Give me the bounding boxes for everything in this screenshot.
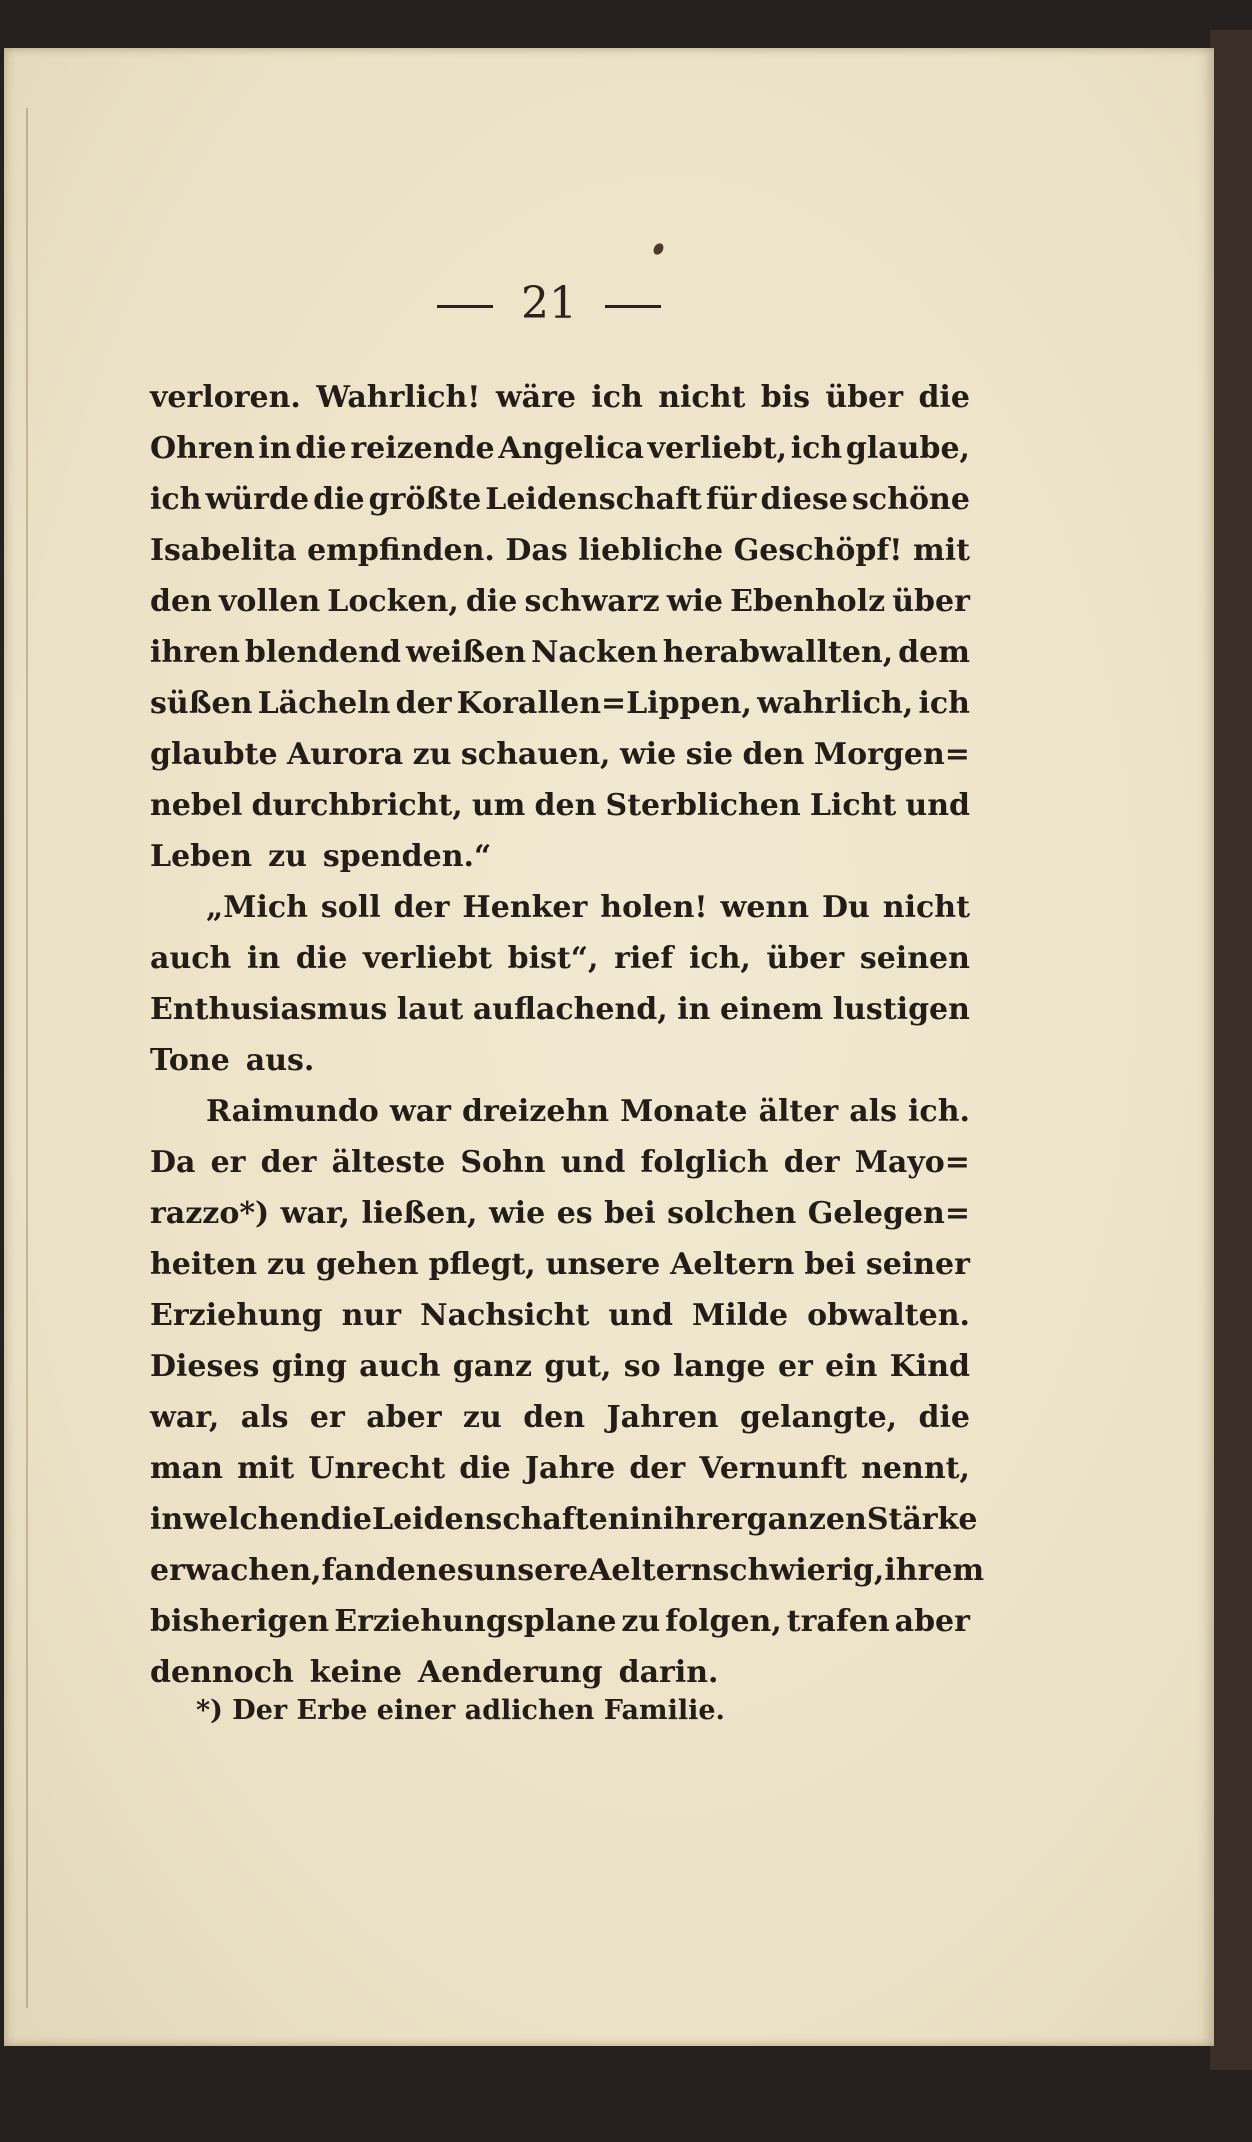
text-line — [150, 1239, 970, 1290]
word: ihrem — [884, 1553, 985, 1588]
text-line — [150, 678, 970, 729]
word: rief — [614, 941, 674, 976]
word: gelangte, — [740, 1400, 898, 1435]
header-dash-right — [605, 305, 661, 308]
word: den — [534, 788, 597, 823]
word: die — [295, 431, 347, 466]
word: Sterblichen — [605, 788, 801, 823]
word: Aeltern — [670, 1247, 795, 1282]
word: trafen — [786, 1604, 890, 1639]
word: die — [459, 1451, 511, 1486]
word: schöne — [852, 482, 970, 517]
word: gehen — [315, 1247, 419, 1282]
text-line — [150, 1443, 970, 1494]
word: Jahre — [524, 1451, 616, 1486]
word: aber — [894, 1604, 970, 1639]
word: unsere — [545, 1247, 661, 1282]
word: verliebt, — [647, 431, 788, 466]
ink-speck — [652, 242, 666, 257]
word: wenn — [720, 890, 810, 925]
word: Enthusiasmus — [150, 992, 388, 1027]
text-line — [150, 627, 970, 678]
word: Aeltern — [588, 1553, 713, 1588]
word: nicht — [882, 890, 970, 925]
word: ein — [825, 1349, 878, 1384]
word: Lächeln — [257, 686, 391, 721]
word: der — [395, 686, 452, 721]
text-line — [150, 1086, 970, 1137]
word: ging — [271, 1349, 347, 1384]
word: der — [260, 1145, 317, 1180]
word: Korallen=Lippen, — [456, 686, 752, 721]
word: Unrecht — [308, 1451, 446, 1486]
text-line — [150, 984, 970, 1035]
word: wie — [488, 1196, 546, 1231]
word: auch — [150, 941, 232, 976]
text-line — [150, 1290, 970, 1341]
word: aber — [366, 1400, 442, 1435]
text-line — [150, 882, 970, 933]
word: die — [295, 941, 348, 976]
word: Aenderung — [417, 1655, 603, 1690]
text-line — [150, 831, 970, 882]
word: keine — [309, 1655, 402, 1690]
word: größte — [368, 482, 482, 517]
word: Raimundo — [206, 1094, 379, 1129]
word: Angelica — [498, 431, 644, 466]
text-line — [150, 1494, 978, 1545]
text-line — [150, 729, 970, 780]
word: Erziehung — [150, 1298, 323, 1333]
word: Nacken — [531, 635, 658, 670]
word: ich — [591, 380, 643, 415]
word: Sohn — [460, 1145, 546, 1180]
word: süßen — [150, 686, 253, 721]
word: zu — [267, 1247, 306, 1282]
word: erwachen, — [150, 1553, 322, 1588]
word: die — [313, 482, 365, 517]
word: es — [437, 1553, 474, 1588]
word: reizende — [350, 431, 495, 466]
word: er — [309, 1400, 345, 1435]
word: aus. — [245, 1043, 315, 1078]
word: seinen — [859, 941, 970, 976]
word: liebliche — [578, 533, 724, 568]
text-line — [150, 1137, 970, 1188]
word: Morgen= — [813, 737, 970, 772]
text-line — [150, 525, 970, 576]
word: ich — [150, 482, 202, 517]
word: ließen, — [361, 1196, 478, 1231]
word: er — [777, 1349, 813, 1384]
text-line — [150, 1035, 970, 1086]
word: bei — [804, 1247, 856, 1282]
word: Geschöpf! — [733, 533, 903, 568]
text-line — [150, 576, 970, 627]
word: wie — [666, 584, 723, 619]
word: und — [608, 1298, 673, 1333]
word: mit — [913, 533, 970, 568]
word: seiner — [865, 1247, 970, 1282]
word: diese — [760, 482, 848, 517]
footnote: *) Der Erbe einer adlichen Familie. — [196, 1695, 725, 1726]
word: soll — [320, 890, 381, 925]
word: pflegt, — [428, 1247, 536, 1282]
word: über — [825, 380, 904, 415]
word: Stärke — [866, 1502, 978, 1537]
word: Monate — [620, 1094, 748, 1129]
word: herabwallten, — [662, 635, 894, 670]
word: verliebt — [362, 941, 492, 976]
word: ganz — [452, 1349, 533, 1384]
word: Milde — [692, 1298, 789, 1333]
word: gut, — [544, 1349, 612, 1384]
word: würde — [205, 482, 310, 517]
word: man — [150, 1451, 223, 1486]
word: schwierig, — [712, 1553, 885, 1588]
word: die — [918, 1400, 970, 1435]
word: ich. — [908, 1094, 970, 1129]
word: den — [150, 584, 212, 619]
word: Leben — [150, 839, 253, 874]
word: Da — [150, 1145, 196, 1180]
gutter-line — [26, 108, 28, 2008]
word: Dieses — [150, 1349, 260, 1384]
word: folgen, — [665, 1604, 782, 1639]
word: folglich — [640, 1145, 769, 1180]
word: glaubte — [150, 737, 278, 772]
word: weißen — [406, 635, 527, 670]
word: wäre — [495, 380, 576, 415]
word: Henker — [462, 890, 588, 925]
text-line — [150, 423, 970, 474]
word: bei — [604, 1196, 656, 1231]
word: er — [210, 1145, 246, 1180]
word: auflachend, — [472, 992, 668, 1027]
word: darin. — [618, 1655, 719, 1690]
word: es — [556, 1196, 593, 1231]
word: bis — [760, 380, 811, 415]
word: Aurora — [287, 737, 404, 772]
word: ihrer — [662, 1502, 747, 1537]
word: empfinden. — [307, 533, 495, 568]
word: Leidenschaft — [485, 482, 702, 517]
word: Licht — [809, 788, 897, 823]
word: wie — [619, 737, 677, 772]
text-line — [150, 1341, 970, 1392]
word: zu — [621, 1604, 661, 1639]
word: Erziehungsplane — [334, 1604, 617, 1639]
word: Kind — [889, 1349, 970, 1384]
word: Ohren — [150, 431, 255, 466]
word: sie — [685, 737, 734, 772]
word: dennoch — [150, 1655, 294, 1690]
word: so — [623, 1349, 661, 1384]
word: spenden.“ — [322, 839, 492, 874]
word: älter — [758, 1094, 839, 1129]
word: und — [560, 1145, 626, 1180]
word: Locken, — [327, 584, 459, 619]
word: Nachsicht — [420, 1298, 590, 1333]
text-line — [150, 474, 970, 525]
word: nicht — [658, 380, 746, 415]
body-text — [150, 372, 985, 1698]
word: bist“, — [507, 941, 599, 976]
word: auch — [359, 1349, 441, 1384]
word: war, — [150, 1400, 220, 1435]
word: die — [320, 1502, 372, 1537]
word: wahrlich, — [757, 686, 914, 721]
word: holen! — [600, 890, 708, 925]
page-number: 21 — [521, 278, 577, 329]
word: als — [849, 1094, 897, 1129]
word: unsere — [473, 1553, 589, 1588]
word: älteste — [331, 1145, 446, 1180]
word: und — [905, 788, 970, 823]
word: zu — [268, 839, 307, 874]
word: ich — [918, 686, 970, 721]
word: ihren — [150, 635, 240, 670]
word: der — [629, 1451, 686, 1486]
word: „Mich — [206, 890, 308, 925]
word: obwalten. — [807, 1298, 970, 1333]
word: Ebenholz — [730, 584, 886, 619]
word: Isabelita — [150, 533, 297, 568]
word: die — [465, 584, 518, 619]
word: war, — [280, 1196, 351, 1231]
word: in — [150, 1502, 184, 1537]
word: Tone — [150, 1043, 230, 1078]
word: den — [523, 1400, 586, 1435]
word: lange — [672, 1349, 766, 1384]
word: schauen, — [460, 737, 611, 772]
page-header — [4, 278, 1094, 329]
text-line — [150, 933, 970, 984]
word: in — [258, 431, 292, 466]
word: als — [240, 1400, 289, 1435]
word: war — [389, 1094, 451, 1129]
text-line — [150, 1392, 970, 1443]
text-line — [150, 1545, 985, 1596]
word: vollen — [219, 584, 321, 619]
word: solchen — [667, 1196, 797, 1231]
word: über — [892, 584, 970, 619]
word: welchen — [183, 1502, 321, 1537]
word: Das — [505, 533, 568, 568]
word: zu — [412, 737, 452, 772]
word: razzo*) — [150, 1196, 270, 1231]
word: der — [783, 1145, 840, 1180]
word: heiten — [150, 1247, 258, 1282]
word: in — [246, 941, 281, 976]
word: ich — [790, 431, 843, 466]
word: den — [742, 737, 805, 772]
text-line — [150, 1596, 970, 1647]
word: glaube, — [845, 431, 970, 466]
word: mit — [237, 1451, 295, 1486]
word: Gelegen= — [807, 1196, 970, 1231]
word: ganzen — [746, 1502, 867, 1537]
word: laut — [396, 992, 464, 1027]
word: bisherigen — [150, 1604, 330, 1639]
word: Vernunft — [699, 1451, 847, 1486]
word: dreizehn — [462, 1094, 610, 1129]
text-line — [150, 1188, 970, 1239]
word: ich, — [688, 941, 751, 976]
word: die — [918, 380, 970, 415]
text-line — [150, 780, 970, 831]
word: nennt, — [861, 1451, 970, 1486]
word: um — [471, 788, 526, 823]
word: in — [629, 1502, 663, 1537]
word: Jahren — [606, 1400, 719, 1435]
book-cover-edge — [1210, 30, 1252, 2070]
word: Mayo= — [854, 1145, 970, 1180]
word: zu — [462, 1400, 502, 1435]
word: durchbricht, — [251, 788, 463, 823]
word: verloren. — [150, 380, 301, 415]
word: Du — [822, 890, 870, 925]
word: in — [677, 992, 711, 1027]
word: schwarz — [524, 584, 660, 619]
word: für — [705, 482, 757, 517]
word: der — [393, 890, 450, 925]
word: einem — [720, 992, 824, 1027]
word: blendend — [244, 635, 402, 670]
word: lustigen — [832, 992, 970, 1027]
text-line — [150, 372, 970, 423]
word: fanden — [321, 1553, 438, 1588]
word: nur — [341, 1298, 402, 1333]
word: Wahrlich! — [316, 380, 481, 415]
header-dash-left — [437, 305, 493, 308]
word: nebel — [150, 788, 243, 823]
word: dem — [898, 635, 970, 670]
word: Leidenschaften — [371, 1502, 630, 1537]
text-line — [150, 1647, 970, 1698]
word: über — [766, 941, 845, 976]
